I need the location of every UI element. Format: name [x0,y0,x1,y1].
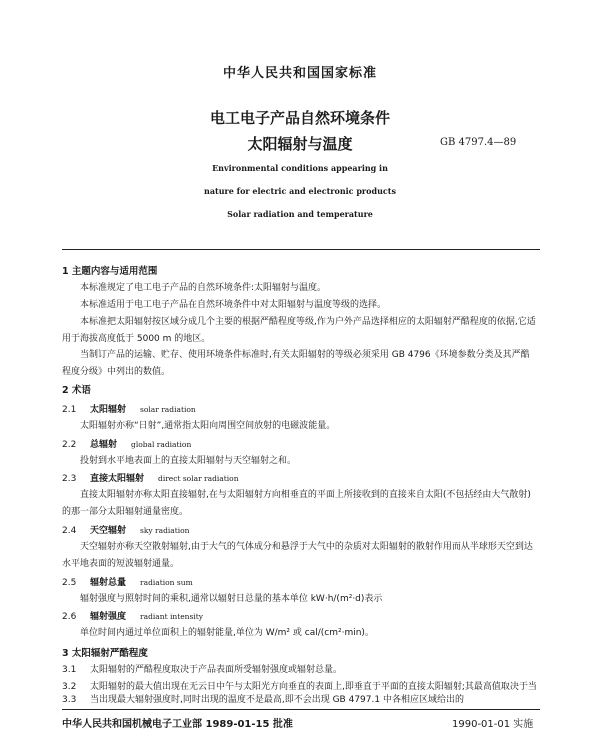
clause-3-1 [62,662,538,679]
section-1-paragraph-2: 本标准适用于电工电子产品在自然环境条件中对太阳辐射与温度等级的选择。 [80,300,387,310]
term-2-4-description: 天空辐射亦称天空散射辐射,由于大气的气体成分和悬浮于大气中的杂质对太阳辐射的散射作用而从半球形天空到达水平地表面的短波辐射通量。 [62,542,533,569]
term-english: global radiation [131,440,192,449]
section-1-paragraph-1: 本标准规定了电工电子产品的自然环境条件:太阳辐射与温度。 [80,283,327,293]
clause-text: 太阳辐射的最大值出现在无云日中午与太阳光方向垂直的表面上,即垂直于平面的直接太阳辐射;其最高值取决于当 [90,682,537,692]
term-2-5 [62,574,538,592]
term-chinese: 直接太阳辐射 [90,474,145,484]
term-2-6 [62,608,538,626]
document-title-line2: 太阳辐射与温度 [247,135,353,153]
implementation-date: 1990-01-01 实施 [452,719,534,730]
term-english: radiation sum [140,578,193,587]
term-english: sky radiation [140,526,190,535]
standard-header: 中华人民共和国国家标准 [222,66,377,81]
clause-3-3 [62,692,538,709]
english-title-line3: Solar radiation and temperature [227,209,373,219]
term-number: 2.2 [62,440,77,450]
section-1-heading: 1 主题内容与适用范围 [62,266,158,277]
section-2-heading: 2 术语 [62,385,91,396]
english-title-line2: nature for electric and electronic products [204,186,396,196]
term-number: 2.3 [62,474,77,484]
document-title-line1: 电工电子产品自然环境条件 [209,109,390,127]
clause-number: 3.3 [62,695,77,705]
term-english: direct solar radiation [158,474,239,483]
term-chinese: 辐射强度 [90,612,127,622]
top-divider [62,249,540,250]
term-chinese: 总辐射 [90,440,118,450]
term-2-2-description: 投射到水平地表面上的直接太阳辐射与天空辐射之和。 [80,456,297,466]
clause-text: 太阳辐射的严酷程度取决于产品表面所受辐射强度或辐射总量。 [90,665,343,675]
term-2-5-description: 辐射强度与照射时间的乘积,通常以辐射日总量的基本单位 kW·h/(m²·d)表示 [80,594,383,604]
term-english: radiant intensity [140,612,203,621]
clause-number: 3.2 [62,682,77,692]
section-1-paragraph-4: 当制订产品的运输、贮存、使用环境条件标准时,有关太阳辐射的等级必须采用 GB 4796《环境参数分类及其严酷程度分级》中列出的数值。 [62,350,530,377]
standard-code: GB 4797.4—89 [440,137,517,148]
clause-number: 3.1 [62,665,77,675]
term-number: 2.4 [62,526,77,536]
term-number: 2.6 [62,612,77,622]
english-title-line1: Environmental conditions appearing in [212,163,388,173]
term-2-1-description: 太阳辐射亦称“日射”,通常指太阳向周围空间放射的电磁波能量。 [80,421,336,431]
section-3-heading: 3 太阳辐射严酷程度 [62,648,148,659]
term-number: 2.1 [62,405,77,415]
term-english: solar radiation [140,405,196,414]
approval-line: 中华人民共和国机械电子工业部 1989-01-15 批准 [62,719,293,730]
term-2-6-description: 单位时间内通过单位面积上的辐射能量,单位为 W/m² 或 cal/(cm²·min)。 [80,628,374,638]
bottom-divider [62,709,540,710]
term-2-4 [62,522,538,540]
section-1-paragraph-3: 本标准把太阳辐射按区域分成几个主要的根据严酷程度等级,作为户外产品选择相应的太阳辐射严酷程度的依据,它适用于海拔高度低于 5000 m 的地区。 [62,317,536,344]
term-2-3-description: 直接太阳辐射亦称太阳直接辐射,在与太阳辐射方向相垂直的平面上所接收到的直接来自太阳(不包括经由大气散射)的那一部分太阳辐射通量密度。 [62,490,531,517]
term-chinese: 太阳辐射 [90,405,127,415]
term-2-3 [62,470,538,488]
term-number: 2.5 [62,578,77,588]
term-2-1 [62,401,538,419]
clause-text: 当出现最大辐射强度时,同时出现的温度不是最高,即不会出现 GB 4797.1 中各相应区域给出的 [90,695,464,705]
term-chinese: 天空辐射 [90,526,127,536]
term-2-2 [62,436,538,454]
term-chinese: 辐射总量 [90,578,127,588]
